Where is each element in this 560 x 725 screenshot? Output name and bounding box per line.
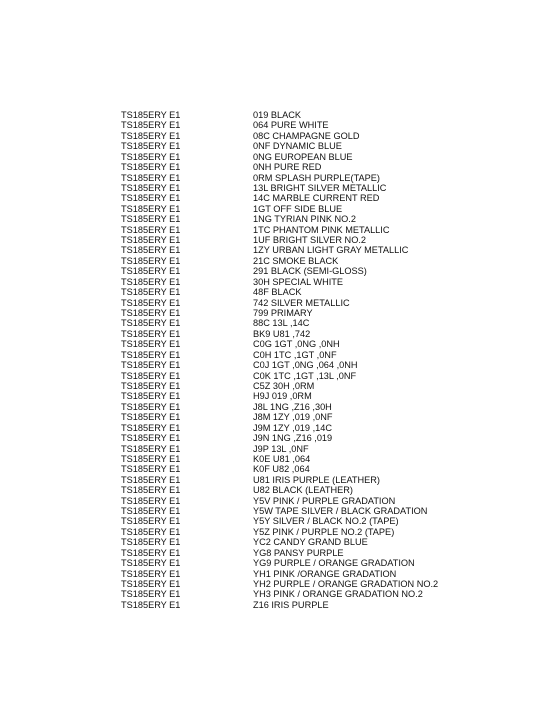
table-row	[121, 162, 451, 172]
model-code-cell: TS185ERY E1	[121, 120, 181, 131]
color-description-cell: 1ZY URBAN LIGHT GRAY METALLIC	[253, 245, 409, 256]
model-code-cell: TS185ERY E1	[121, 526, 181, 537]
color-description-cell: 064 PURE WHITE	[253, 120, 329, 131]
table-row	[121, 454, 451, 464]
color-description-cell: YG9 PURPLE / ORANGE GRADATION	[253, 558, 415, 569]
color-description-cell: 742 SILVER METALLIC	[253, 297, 350, 308]
color-description-cell: 0NF DYNAMIC BLUE	[253, 141, 342, 152]
model-code-cell: TS185ERY E1	[121, 151, 181, 162]
table-row	[121, 131, 451, 141]
color-description-cell: 08C CHAMPAGNE GOLD	[253, 130, 360, 141]
model-code-cell: TS185ERY E1	[121, 568, 181, 579]
table-row	[121, 173, 451, 183]
table-row	[121, 256, 451, 266]
color-description-cell: U82 BLACK (LEATHER)	[253, 485, 353, 496]
model-code-cell: TS185ERY E1	[121, 203, 181, 214]
color-description-cell: C0G 1GT ,0NG ,0NH	[253, 339, 340, 350]
table-row	[121, 360, 451, 370]
color-description-cell: YH1 PINK /ORANGE GRADATION	[253, 568, 397, 579]
table-row	[121, 235, 451, 245]
color-description-cell: K0E U81 ,064	[253, 453, 311, 464]
color-description-cell: J9N 1NG ,Z16 ,019	[253, 433, 333, 444]
table-row	[121, 339, 451, 349]
model-code-cell: TS185ERY E1	[121, 391, 181, 402]
color-description-cell: 14C MARBLE CURRENT RED	[253, 193, 380, 204]
table-row	[121, 506, 451, 516]
table-row	[121, 183, 451, 193]
table-row	[121, 329, 451, 339]
color-description-cell: U81 IRIS PURPLE (LEATHER)	[253, 474, 380, 485]
model-code-cell: TS185ERY E1	[121, 266, 181, 277]
color-description-cell: Y5Y SILVER / BLACK NO.2 (TAPE)	[253, 516, 399, 527]
table-row	[121, 381, 451, 391]
table-row	[121, 600, 451, 610]
model-code-cell: TS185ERY E1	[121, 433, 181, 444]
color-description-cell: J8M 1ZY ,019 ,0NF	[253, 412, 333, 423]
model-code-cell: TS185ERY E1	[121, 495, 181, 506]
model-code-cell: TS185ERY E1	[121, 589, 181, 600]
table-row	[121, 412, 451, 422]
model-code-cell: TS185ERY E1	[121, 578, 181, 589]
table-row	[121, 475, 451, 485]
table-row	[121, 287, 451, 297]
table-row	[121, 464, 451, 474]
table-row	[121, 141, 451, 151]
color-description-cell: 0RM SPLASH PURPLE(TAPE)	[253, 172, 380, 183]
model-code-cell: TS185ERY E1	[121, 422, 181, 433]
color-description-cell: Y5V PINK / PURPLE GRADATION	[253, 495, 396, 506]
model-code-cell: TS185ERY E1	[121, 255, 181, 266]
color-description-cell: 13L BRIGHT SILVER METALLIC	[253, 182, 387, 193]
table-row	[121, 214, 451, 224]
color-description-cell: 0NG EUROPEAN BLUE	[253, 151, 353, 162]
color-description-cell: 1GT OFF SIDE BLUE	[253, 203, 343, 214]
model-code-cell: TS185ERY E1	[121, 464, 181, 475]
color-description-cell: 0NH PURE RED	[253, 162, 322, 173]
model-code-cell: TS185ERY E1	[121, 401, 181, 412]
color-description-cell: Z16 IRIS PURPLE	[253, 599, 329, 610]
model-code-cell: TS185ERY E1	[121, 235, 181, 246]
color-description-cell: YG8 PANSY PURPLE	[253, 547, 344, 558]
table-row	[121, 204, 451, 214]
table-row	[121, 569, 451, 579]
model-code-cell: TS185ERY E1	[121, 318, 181, 329]
table-row	[121, 225, 451, 235]
model-code-cell: TS185ERY E1	[121, 110, 181, 120]
model-code-cell: TS185ERY E1	[121, 349, 181, 360]
color-description-cell: 1NG TYRIAN PINK NO.2	[253, 214, 356, 225]
model-code-cell: TS185ERY E1	[121, 182, 181, 193]
model-code-cell: TS185ERY E1	[121, 287, 181, 298]
table-row	[121, 266, 451, 276]
model-code-cell: TS185ERY E1	[121, 370, 181, 381]
model-code-cell: TS185ERY E1	[121, 297, 181, 308]
model-code-cell: TS185ERY E1	[121, 224, 181, 235]
table-row	[121, 579, 451, 589]
color-description-cell: 291 BLACK (SEMI-GLOSS)	[253, 266, 367, 277]
color-description-cell: J8L 1NG ,Z16 ,30H	[253, 401, 332, 412]
table-row	[121, 548, 451, 558]
model-code-cell: TS185ERY E1	[121, 453, 181, 464]
color-description-cell: 21C SMOKE BLACK	[253, 255, 339, 266]
table-row	[121, 391, 451, 401]
color-description-cell: 799 PRIMARY	[253, 308, 313, 319]
color-description-cell: YC2 CANDY GRAND BLUE	[253, 537, 368, 548]
color-description-cell: BK9 U81 ,742	[253, 328, 311, 339]
table-row	[121, 245, 451, 255]
model-code-cell: TS185ERY E1	[121, 412, 181, 423]
color-description-cell: Y5Z PINK / PURPLE NO.2 (TAPE)	[253, 526, 395, 537]
model-code-cell: TS185ERY E1	[121, 516, 181, 527]
color-description-cell: YH3 PINK / ORANGE GRADATION NO.2	[253, 589, 423, 600]
model-code-cell: TS185ERY E1	[121, 328, 181, 339]
table-row	[121, 350, 451, 360]
color-description-cell: 1UF BRIGHT SILVER NO.2	[253, 235, 366, 246]
model-code-cell: TS185ERY E1	[121, 360, 181, 371]
color-description-cell: C5Z 30H ,0RM	[253, 380, 315, 391]
color-code-table	[121, 110, 451, 610]
color-description-cell: 88C 13L ,14C	[253, 318, 310, 329]
table-row	[121, 485, 451, 495]
color-description-cell: 019 BLACK	[253, 110, 302, 120]
table-row	[121, 558, 451, 568]
model-code-cell: TS185ERY E1	[121, 130, 181, 141]
model-code-cell: TS185ERY E1	[121, 308, 181, 319]
table-row	[121, 318, 451, 328]
table-row	[121, 423, 451, 433]
model-code-cell: TS185ERY E1	[121, 474, 181, 485]
model-code-cell: TS185ERY E1	[121, 245, 181, 256]
table-row	[121, 433, 451, 443]
table-row	[121, 298, 451, 308]
model-code-cell: TS185ERY E1	[121, 506, 181, 517]
model-code-cell: TS185ERY E1	[121, 537, 181, 548]
color-description-cell: YH2 PURPLE / ORANGE GRADATION NO.2	[253, 578, 439, 589]
model-code-cell: TS185ERY E1	[121, 162, 181, 173]
color-description-cell: 30H SPECIAL WHITE	[253, 276, 344, 287]
table-row	[121, 444, 451, 454]
model-code-cell: TS185ERY E1	[121, 339, 181, 350]
table-row	[121, 402, 451, 412]
color-description-cell: K0F U82 ,064	[253, 464, 310, 475]
table-row	[121, 277, 451, 287]
color-description-cell: C0K 1TC ,1GT ,13L ,0NF	[253, 370, 357, 381]
table-row	[121, 110, 451, 120]
color-description-cell: H9J 019 ,0RM	[253, 391, 312, 402]
model-code-cell: TS185ERY E1	[121, 558, 181, 569]
model-code-cell: TS185ERY E1	[121, 380, 181, 391]
table-row	[121, 371, 451, 381]
table-row	[121, 589, 451, 599]
table-row	[121, 152, 451, 162]
color-description-cell: Y5W TAPE SILVER / BLACK GRADATION	[253, 506, 428, 517]
color-description-cell: 1TC PHANTOM PINK METALLIC	[253, 224, 390, 235]
table-row	[121, 537, 451, 547]
table-row	[121, 496, 451, 506]
color-description-cell: C0J 1GT ,0NG ,064 ,0NH	[253, 360, 358, 371]
table-row	[121, 120, 451, 130]
model-code-cell: TS185ERY E1	[121, 276, 181, 287]
model-code-cell: TS185ERY E1	[121, 141, 181, 152]
model-code-cell: TS185ERY E1	[121, 214, 181, 225]
model-code-cell: TS185ERY E1	[121, 599, 181, 610]
model-code-cell: TS185ERY E1	[121, 547, 181, 558]
model-code-cell: TS185ERY E1	[121, 172, 181, 183]
color-description-cell: J9P 13L ,0NF	[253, 443, 309, 454]
table-row	[121, 527, 451, 537]
color-description-cell: 48F BLACK	[253, 287, 302, 298]
table-row	[121, 516, 451, 526]
color-description-cell: C0H 1TC ,1GT ,0NF	[253, 349, 337, 360]
table-row	[121, 308, 451, 318]
model-code-cell: TS185ERY E1	[121, 193, 181, 204]
model-code-cell: TS185ERY E1	[121, 443, 181, 454]
model-code-cell: TS185ERY E1	[121, 485, 181, 496]
color-description-cell: J9M 1ZY ,019 ,14C	[253, 422, 332, 433]
table-row	[121, 193, 451, 203]
